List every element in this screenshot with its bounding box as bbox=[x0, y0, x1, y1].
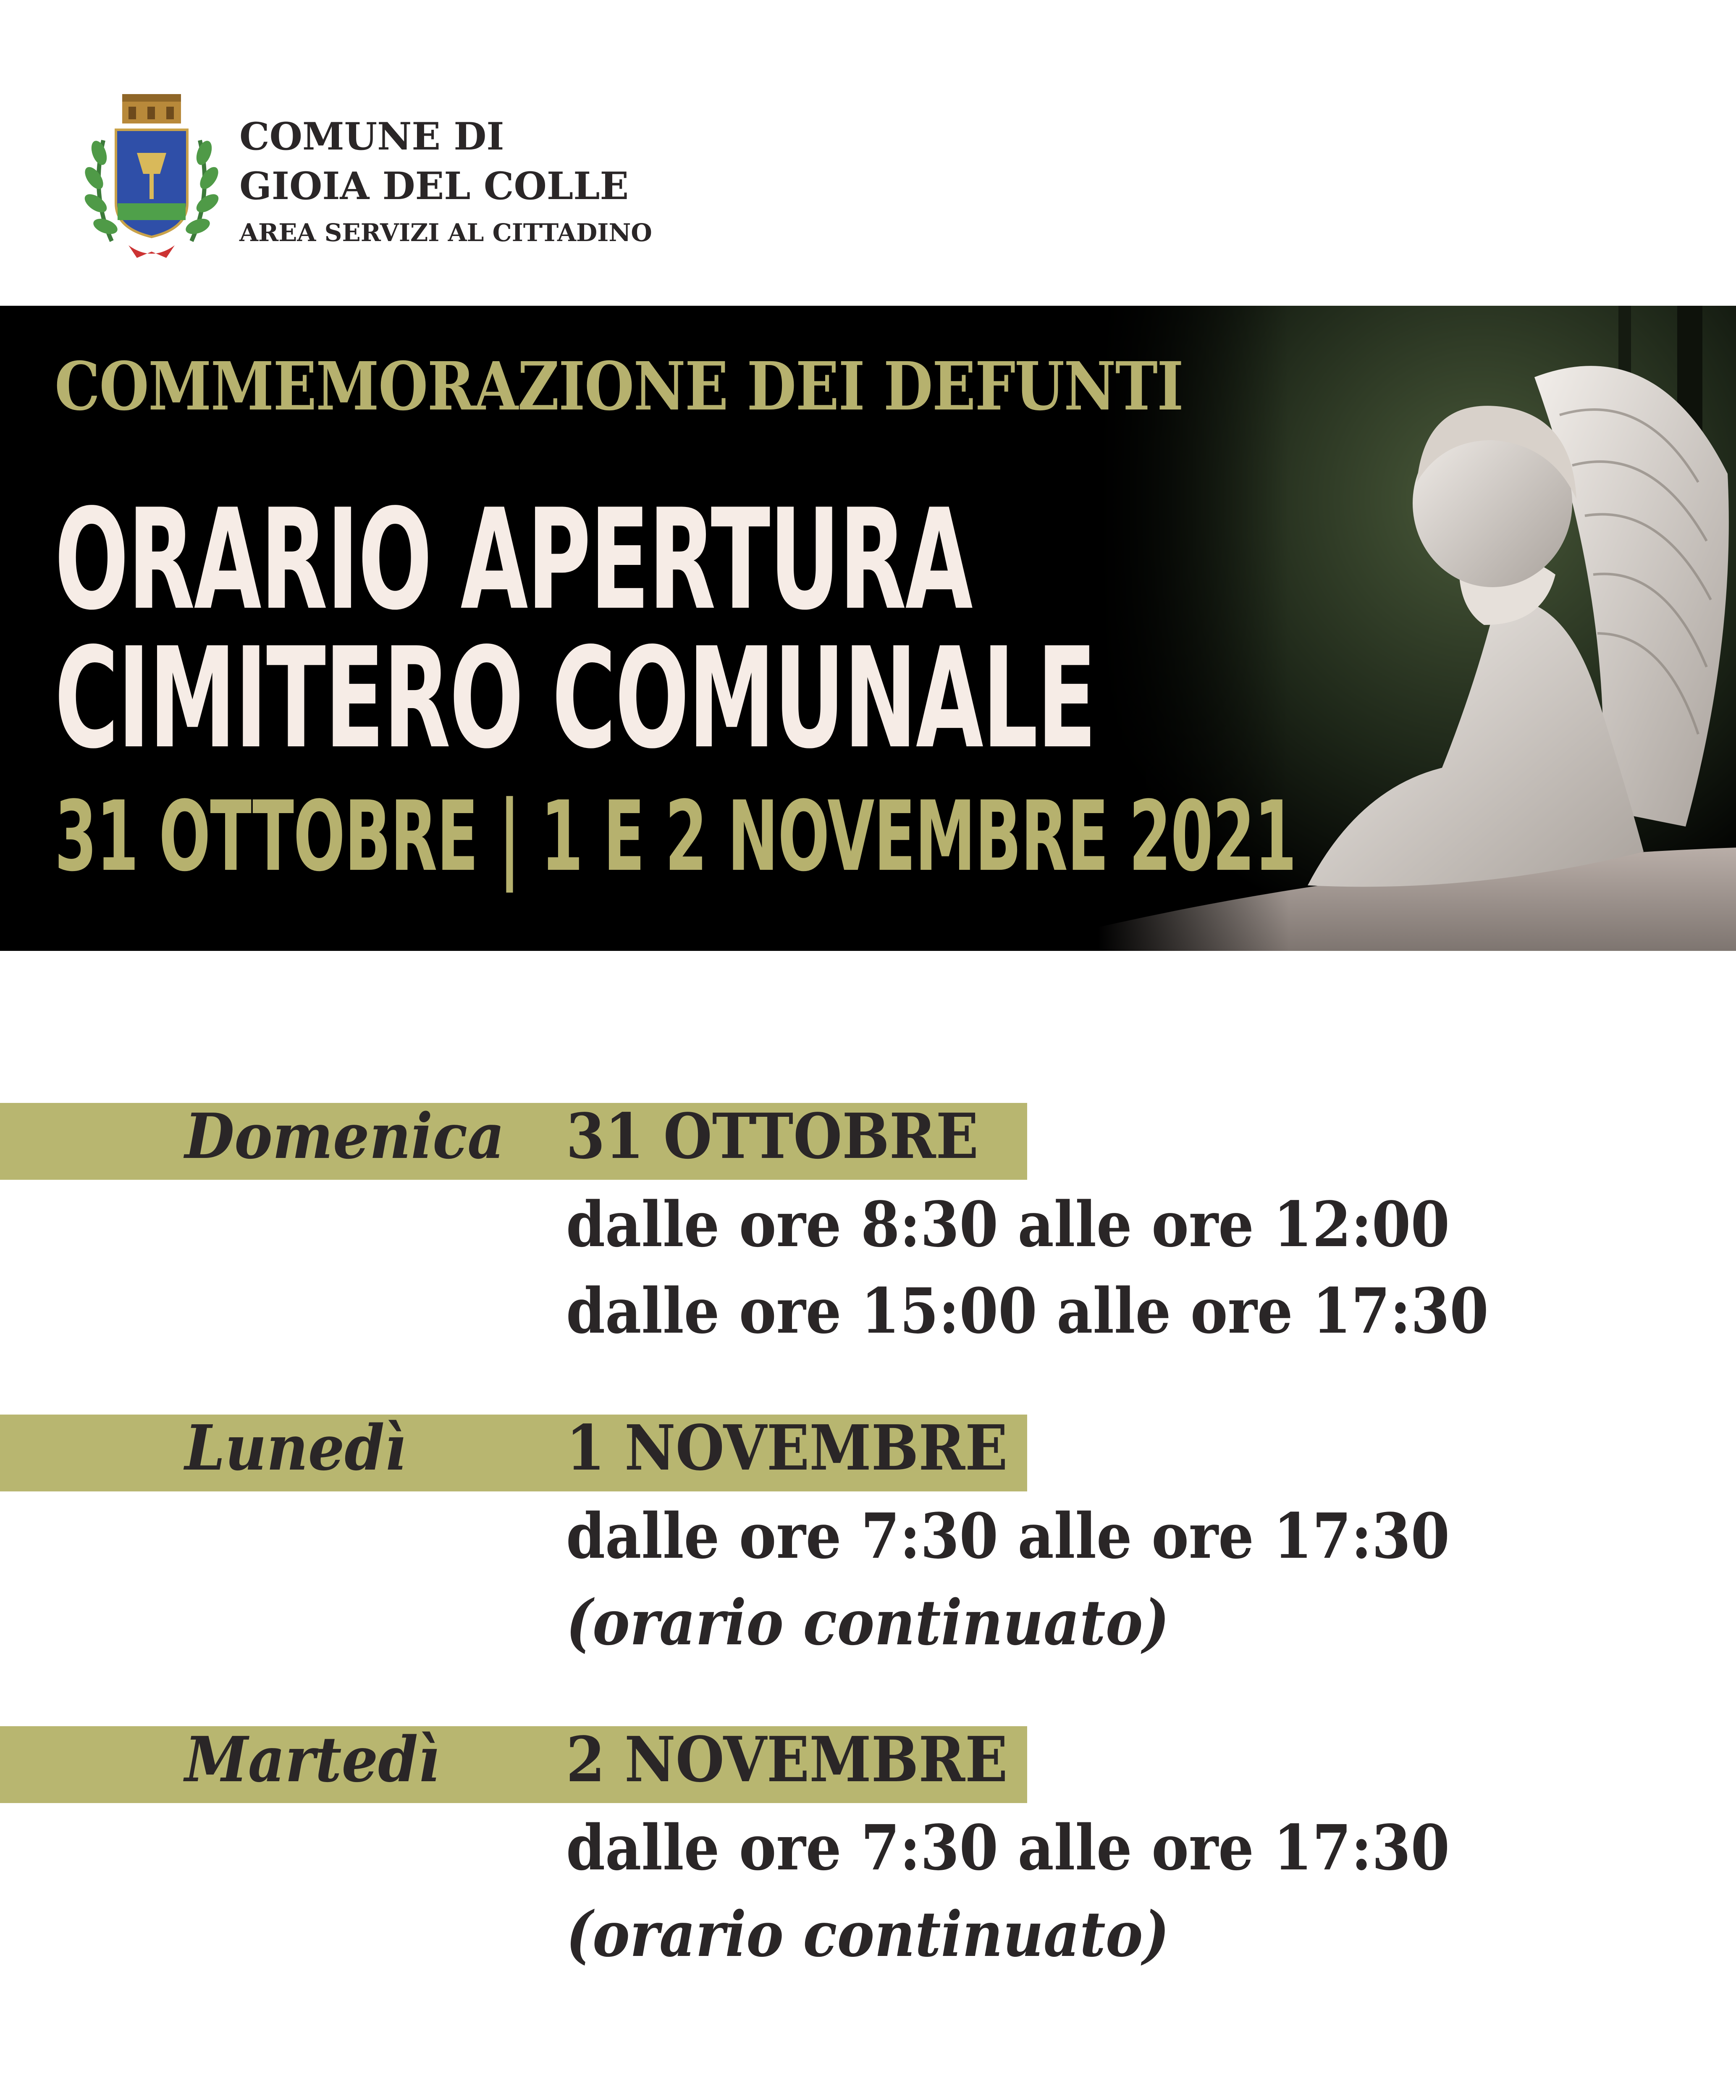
banner-title-line1: ORARIO APERTURA bbox=[55, 479, 972, 640]
org-name-line2: GIOIA DEL COLLE bbox=[239, 164, 629, 208]
hours-line: dalle ore 15:00 alle ore 17:30 bbox=[566, 1274, 1489, 1347]
day-name: Domenica bbox=[185, 1100, 505, 1173]
hours-note: (orario continuato) bbox=[566, 1586, 1170, 1659]
title-banner bbox=[0, 306, 1736, 951]
hours-note: (orario continuato) bbox=[566, 1898, 1170, 1971]
hours-line: dalle ore 8:30 alle ore 12:00 bbox=[566, 1188, 1450, 1261]
municipal-crest-icon bbox=[82, 90, 221, 266]
banner-dates: 31 OTTOBRE | 1 E 2 NOVEMBRE 2021 bbox=[55, 781, 1296, 893]
day-date: 1 NOVEMBRE bbox=[566, 1411, 1008, 1484]
hours-line: dalle ore 7:30 alle ore 17:30 bbox=[566, 1811, 1450, 1884]
banner-title-line2: CIMITERO COMUNALE bbox=[55, 618, 1096, 779]
banner-kicker: COMMEMORAZIONE DEI DEFUNTI bbox=[55, 348, 1183, 425]
hours-line: dalle ore 7:30 alle ore 17:30 bbox=[566, 1499, 1450, 1572]
day-name: Lunedì bbox=[185, 1411, 406, 1484]
day-date: 2 NOVEMBRE bbox=[566, 1723, 1008, 1796]
day-date: 31 OTTOBRE bbox=[566, 1100, 979, 1173]
org-name-line1: COMUNE DI bbox=[239, 114, 504, 159]
day-name: Martedì bbox=[185, 1723, 440, 1796]
org-department: AREA SERVIZI AL CITTADINO bbox=[239, 218, 652, 247]
